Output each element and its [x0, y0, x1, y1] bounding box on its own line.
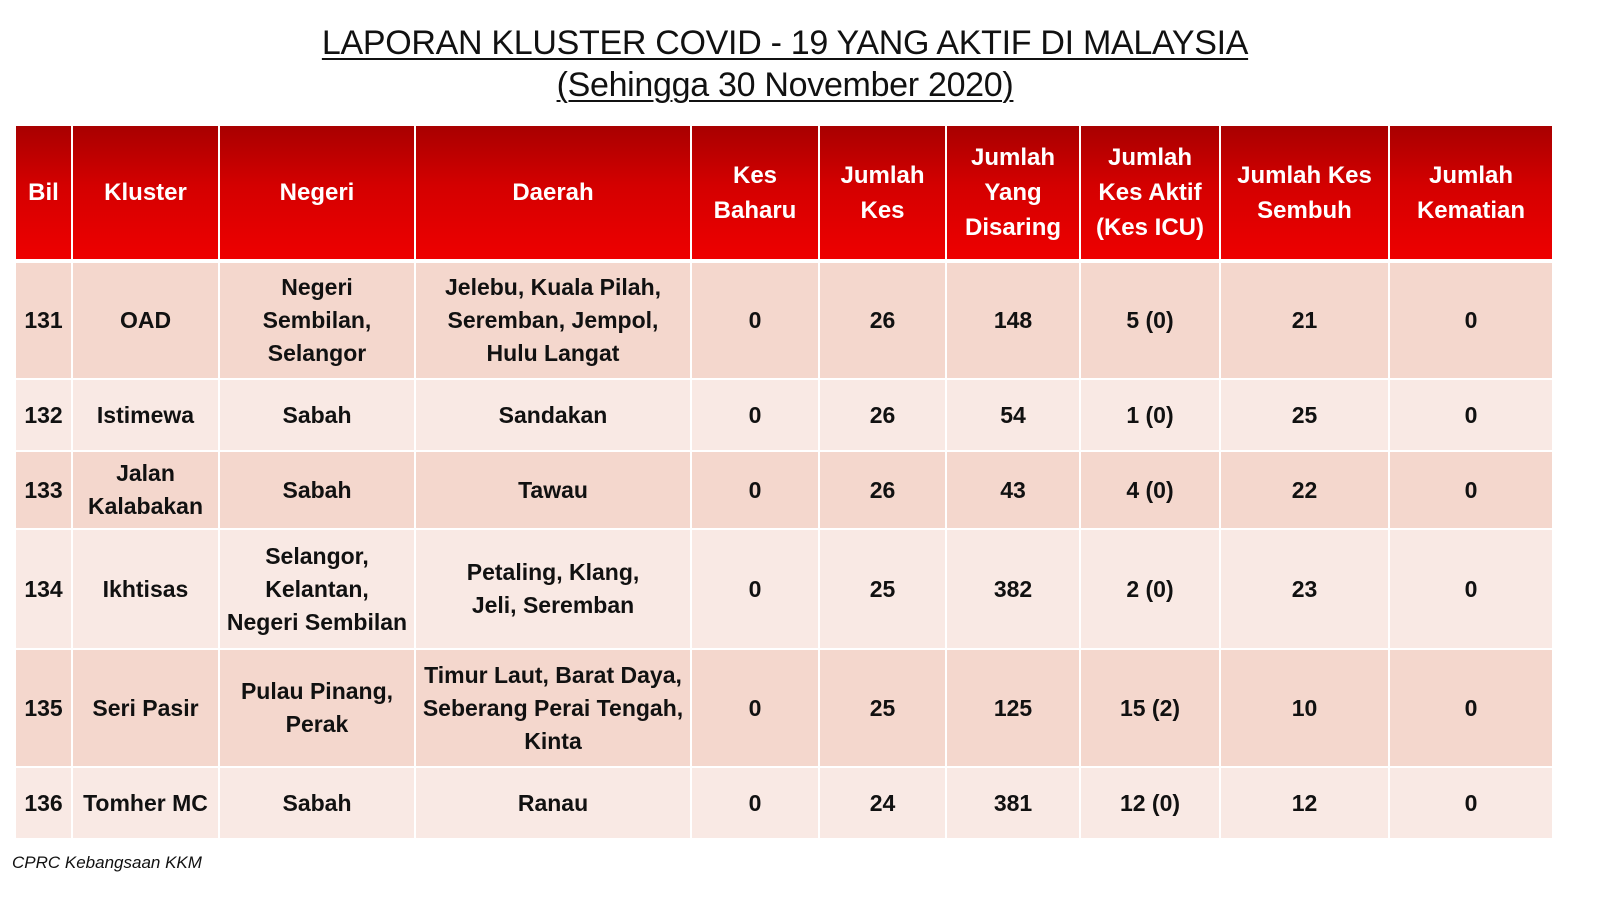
cell-kes-baharu: 0	[691, 261, 819, 379]
cell-negeri	[219, 451, 415, 529]
cell-disaring: 125	[946, 649, 1080, 767]
cell-line: Sabah	[282, 401, 352, 428]
cell-daerah	[415, 529, 691, 649]
cell-kluster	[72, 529, 219, 649]
cell-line: Ranau	[517, 789, 589, 816]
cell-line: Jumlah	[1107, 144, 1193, 171]
cell-kluster	[72, 767, 219, 839]
cell-line: Negeri	[281, 274, 353, 300]
cell-line: Sabah	[282, 476, 352, 503]
cell-jumlah-kes: 25	[819, 529, 946, 649]
header-jumlah-disaring	[946, 125, 1080, 261]
cell-negeri	[219, 767, 415, 839]
header-daerah	[415, 125, 691, 261]
cell-bil: 135	[15, 649, 72, 767]
cell-sembuh: 22	[1220, 451, 1389, 529]
cell-daerah	[415, 767, 691, 839]
cell-line: Baharu	[713, 196, 797, 224]
cell-disaring: 382	[946, 529, 1080, 649]
header-kes-aktif-icu	[1080, 125, 1220, 261]
cell-kes-baharu: 0	[691, 379, 819, 451]
header-kluster	[72, 125, 219, 261]
cell-kematian: 0	[1389, 529, 1553, 649]
table-row	[15, 529, 1553, 649]
cell-kematian: 0	[1389, 649, 1553, 767]
cell-line: Tawau	[518, 476, 588, 503]
cell-line: (Kes ICU)	[1095, 214, 1204, 241]
cell-disaring: 148	[946, 261, 1080, 379]
cluster-table	[14, 124, 1554, 840]
table-row	[15, 379, 1553, 451]
cell-disaring: 43	[946, 451, 1080, 529]
cell-disaring: 54	[946, 379, 1080, 451]
table-body	[15, 261, 1553, 839]
cell-line: Kes	[732, 161, 778, 189]
cell-daerah	[415, 649, 691, 767]
cell-line: Perak	[285, 711, 349, 737]
cell-kluster	[72, 261, 219, 379]
cell-line: Selangor	[267, 340, 367, 366]
cell-line: Selangor,	[265, 542, 369, 569]
header-bil	[15, 125, 72, 261]
header-jumlah-sembuh	[1220, 125, 1389, 261]
cell-negeri	[219, 649, 415, 767]
cell-line: Sembuh	[1257, 196, 1352, 224]
cell-jumlah-kes: 25	[819, 649, 946, 767]
cell-line: Negeri Sembilan	[226, 608, 408, 635]
table-row	[15, 261, 1553, 379]
cell-kematian: 0	[1389, 451, 1553, 529]
table-row	[15, 451, 1553, 529]
cell-line: Kematian	[1416, 196, 1526, 224]
cell-bil: 132	[15, 379, 72, 451]
cell-line: Ikhtisas	[102, 575, 189, 602]
cell-negeri	[219, 529, 415, 649]
cell-aktif-icu: 5 (0)	[1080, 261, 1220, 379]
table-header	[15, 125, 1553, 261]
cell-kluster	[72, 379, 219, 451]
table-row	[15, 767, 1553, 839]
cell-line: Hulu Langat	[486, 340, 620, 366]
cell-line: Jumlah	[840, 161, 925, 189]
cell-bil: 136	[15, 767, 72, 839]
cell-line: Sandakan	[498, 401, 608, 428]
cell-disaring: 381	[946, 767, 1080, 839]
cell-line: Jumlah	[970, 144, 1056, 171]
cell-line: Seremban, Jempol,	[447, 307, 659, 333]
cell-aktif-icu: 4 (0)	[1080, 451, 1220, 529]
cell-line: OAD	[119, 307, 172, 333]
cell-daerah	[415, 261, 691, 379]
cell-jumlah-kes: 26	[819, 261, 946, 379]
cell-kematian: 0	[1389, 261, 1553, 379]
cell-line: Jumlah	[1428, 161, 1514, 189]
cell-line: Sabah	[282, 789, 352, 816]
cell-kes-baharu: 0	[691, 767, 819, 839]
cell-line: Pulau Pinang,	[240, 678, 394, 704]
header-kes-baharu	[691, 125, 819, 261]
source-note: CPRC Kebangsaan KKM	[12, 853, 202, 872]
cell-bil: 131	[15, 261, 72, 379]
cell-line: Jeli, Seremban	[471, 592, 635, 618]
cell-kluster	[72, 649, 219, 767]
cell-sembuh: 23	[1220, 529, 1389, 649]
cell-aktif-icu: 12 (0)	[1080, 767, 1220, 839]
header-negeri	[219, 125, 415, 261]
cell-jumlah-kes: 24	[819, 767, 946, 839]
header-row	[15, 125, 1553, 261]
cell-line: Petaling, Klang,	[466, 559, 640, 585]
cell-line: Kluster	[104, 179, 187, 206]
header-jumlah-kematian	[1389, 125, 1553, 261]
cell-jumlah-kes: 26	[819, 451, 946, 529]
cell-line: Sembilan,	[262, 307, 372, 333]
cell-line: Kes	[860, 196, 905, 224]
cell-line: Jelebu, Kuala Pilah,	[444, 274, 662, 300]
cell-bil: 134	[15, 529, 72, 649]
cell-kes-baharu: 0	[691, 529, 819, 649]
cell-kematian: 0	[1389, 767, 1553, 839]
header-jumlah-kes	[819, 125, 946, 261]
cell-kematian: 0	[1389, 379, 1553, 451]
cell-sembuh: 25	[1220, 379, 1389, 451]
cell-line: Seri Pasir	[92, 694, 199, 721]
table-row	[15, 649, 1553, 767]
cell-line: Yang	[984, 179, 1042, 206]
title-line-main: LAPORAN KLUSTER COVID - 19 YANG AKTIF DI MALAYSIA	[321, 24, 1249, 62]
cell-line: Tomher MC	[83, 789, 208, 816]
cell-line: Kes Aktif	[1098, 179, 1202, 206]
cell-line: Timur Laut, Barat Daya,	[424, 661, 682, 688]
cell-line: Kinta	[524, 727, 582, 754]
cell-line: Jumlah Kes	[1237, 161, 1372, 189]
cell-line: Kelantan,	[265, 575, 369, 602]
cell-aktif-icu: 2 (0)	[1080, 529, 1220, 649]
report-title	[0, 22, 1570, 106]
cell-sembuh: 10	[1220, 649, 1389, 767]
cell-line: Kalabakan	[87, 493, 204, 519]
cell-kes-baharu: 0	[691, 649, 819, 767]
cell-aktif-icu: 1 (0)	[1080, 379, 1220, 451]
cell-line: Seberang Perai Tengah,	[422, 694, 684, 721]
cell-sembuh: 12	[1220, 767, 1389, 839]
title-line-date: (Sehingga 30 November 2020)	[556, 66, 1014, 104]
cell-jumlah-kes: 26	[819, 379, 946, 451]
cell-kluster	[72, 451, 219, 529]
cell-line: Jalan	[116, 460, 175, 486]
cell-kes-baharu: 0	[691, 451, 819, 529]
cell-line: Disaring	[964, 214, 1062, 241]
cell-negeri	[219, 379, 415, 451]
cell-line: Bil	[28, 179, 59, 206]
cell-daerah	[415, 451, 691, 529]
cell-aktif-icu: 15 (2)	[1080, 649, 1220, 767]
cell-sembuh: 21	[1220, 261, 1389, 379]
cell-negeri	[219, 261, 415, 379]
cell-line: Daerah	[512, 179, 594, 206]
cell-line: Negeri	[279, 179, 355, 206]
cell-line: Istimewa	[96, 401, 195, 428]
cell-daerah	[415, 379, 691, 451]
cell-bil: 133	[15, 451, 72, 529]
